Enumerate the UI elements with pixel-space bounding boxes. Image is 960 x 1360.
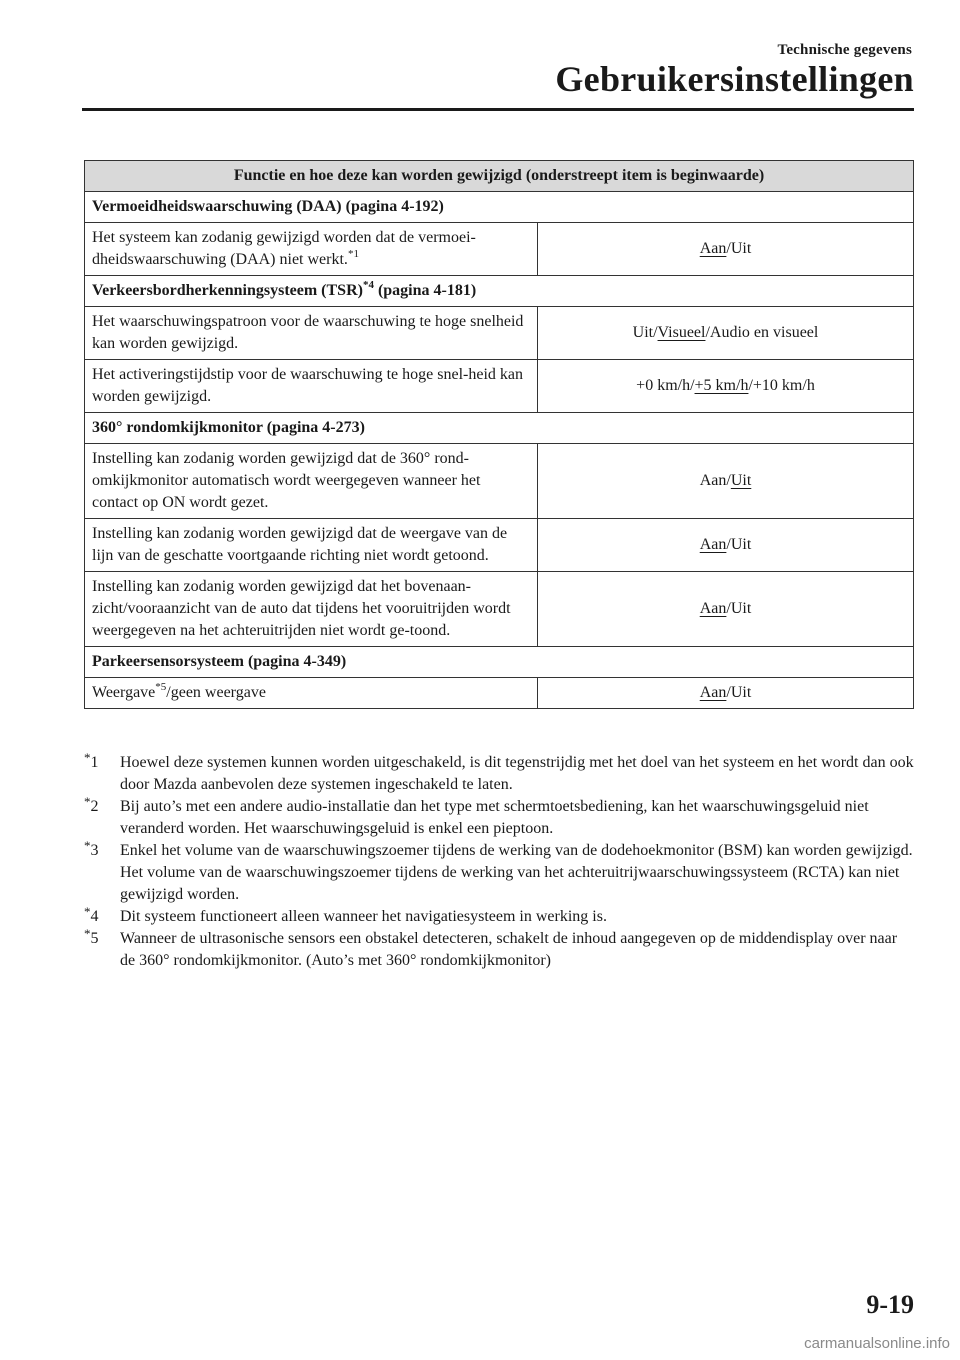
table-row bbox=[85, 519, 914, 572]
footnote: *4 Dit systeem functioneert alleen wanneer het navigatiesysteem in werking is. bbox=[84, 904, 607, 925]
row-value: Aan/Uit bbox=[538, 444, 914, 519]
row-description: Instelling kan zodanig worden gewijzigd dat het bovenaan-zicht/vooraanzicht van de auto dat tijdens het vooruitrijden wordt weergegeven na het achteruitrijden niet wordt ge-toond. bbox=[85, 572, 538, 647]
section-title: Vermoeidheidswaarschuwing (DAA) (pagina 4-192) bbox=[85, 192, 914, 223]
section-row bbox=[85, 192, 914, 223]
page-number: 9-19 bbox=[866, 1290, 914, 1319]
section-row bbox=[85, 647, 914, 678]
table-row bbox=[85, 572, 914, 647]
footnote: *5 Wanneer de ultrasonische sensors een obstakel detecteren, schakelt de inhoud aangegeven op de middendisplay over naar de 360° rondomkijkmonitor. (Auto’s met 360° rondomkijkmonitor) bbox=[84, 926, 898, 969]
default-value: Visueel bbox=[657, 324, 706, 341]
default-value: Uit bbox=[730, 472, 752, 489]
section-row bbox=[85, 413, 914, 444]
row-description: Het activeringstijdstip voor de waarschuwing te hoge snel-heid kan worden gewijzigd. bbox=[85, 360, 538, 413]
page-title: Gebruikersinstellingen bbox=[555, 59, 914, 99]
table-heading-row bbox=[85, 161, 914, 192]
table-row bbox=[85, 223, 914, 276]
row-description: Instelling kan zodanig worden gewijzigd dat de 360° rond-omkijkmonitor automatisch wordt weergegeven wanneer het contact op ON wordt gezet. bbox=[85, 444, 538, 519]
table-row bbox=[85, 360, 914, 413]
footnotes bbox=[84, 752, 914, 972]
row-description: Het waarschuwingspatroon voor de waarschuwing te hoge snelheid kan worden gewijzigd. bbox=[85, 307, 538, 360]
footnote: *2 Bij auto’s met een andere audio-installatie dan het type met schermtoetsbediening, kan het waarschuwingsgeluid niet veranderd worden. Het waarschuwingsgeluid is enkel een pieptoon. bbox=[84, 794, 869, 837]
row-value: Aan/Uit bbox=[538, 572, 914, 647]
default-value: Aan bbox=[699, 600, 727, 617]
row-description: Weergave$^{*5}$/geen weergave bbox=[85, 678, 538, 709]
section-title: Verkeersbordherkenningsysteem (TSR)$^{*4}$ (pagina 4-181) bbox=[85, 276, 914, 307]
table-row bbox=[85, 678, 914, 709]
watermark: carmanualsonline.info bbox=[804, 1335, 950, 1352]
section-title: 360° rondomkijkmonitor (pagina 4-273) bbox=[85, 413, 914, 444]
table-row bbox=[85, 307, 914, 360]
table-row bbox=[85, 444, 914, 519]
row-value: Aan/Uit bbox=[538, 678, 914, 709]
section-label: Technische gegevens bbox=[777, 42, 912, 58]
header-rule bbox=[82, 108, 914, 111]
row-value: Aan/Uit bbox=[538, 223, 914, 276]
row-value: Aan/Uit bbox=[538, 519, 914, 572]
footnote: *3 Enkel het volume van de waarschuwingszoemer tijdens de werking van de dodehoekmonitor (BSM) kan worden gewijzigd. Het volume van de waarschuwingszoemer tijdens de werking van het achteruitrijwaarschuwingssysteem (RCTA) kan niet gewijzigd worden. bbox=[84, 838, 913, 903]
table-heading: Functie en hoe deze kan worden gewijzigd (onderstreept item is beginwaarde) bbox=[85, 161, 914, 192]
default-value: Aan bbox=[699, 240, 727, 257]
row-value: Uit/Visueel/Audio en visueel bbox=[538, 307, 914, 360]
default-value: Aan bbox=[699, 536, 727, 553]
settings-table bbox=[84, 160, 914, 709]
row-description: Het systeem kan zodanig gewijzigd worden dat de vermoei-dheidswaarschuwing (DAA) niet werkt.$^{*1}$ bbox=[85, 223, 538, 276]
row-value: +0 km/h/+5 km/h/+10 km/h bbox=[538, 360, 914, 413]
row-description: Instelling kan zodanig worden gewijzigd dat de weergave van de lijn van de geschatte voortgaande richting niet wordt getoond. bbox=[85, 519, 538, 572]
default-value: +5 km/h bbox=[694, 377, 749, 394]
default-value: Aan bbox=[699, 684, 727, 701]
section-row bbox=[85, 276, 914, 307]
footnote: *1 Hoewel deze systemen kunnen worden uitgeschakeld, is dit tegenstrijdig met het doel van het systeem en het wordt dan ook door Mazda aanbevolen deze systemen ingeschakeld te laten. bbox=[84, 750, 914, 793]
section-title: Parkeersensorsysteem (pagina 4-349) bbox=[85, 647, 914, 678]
